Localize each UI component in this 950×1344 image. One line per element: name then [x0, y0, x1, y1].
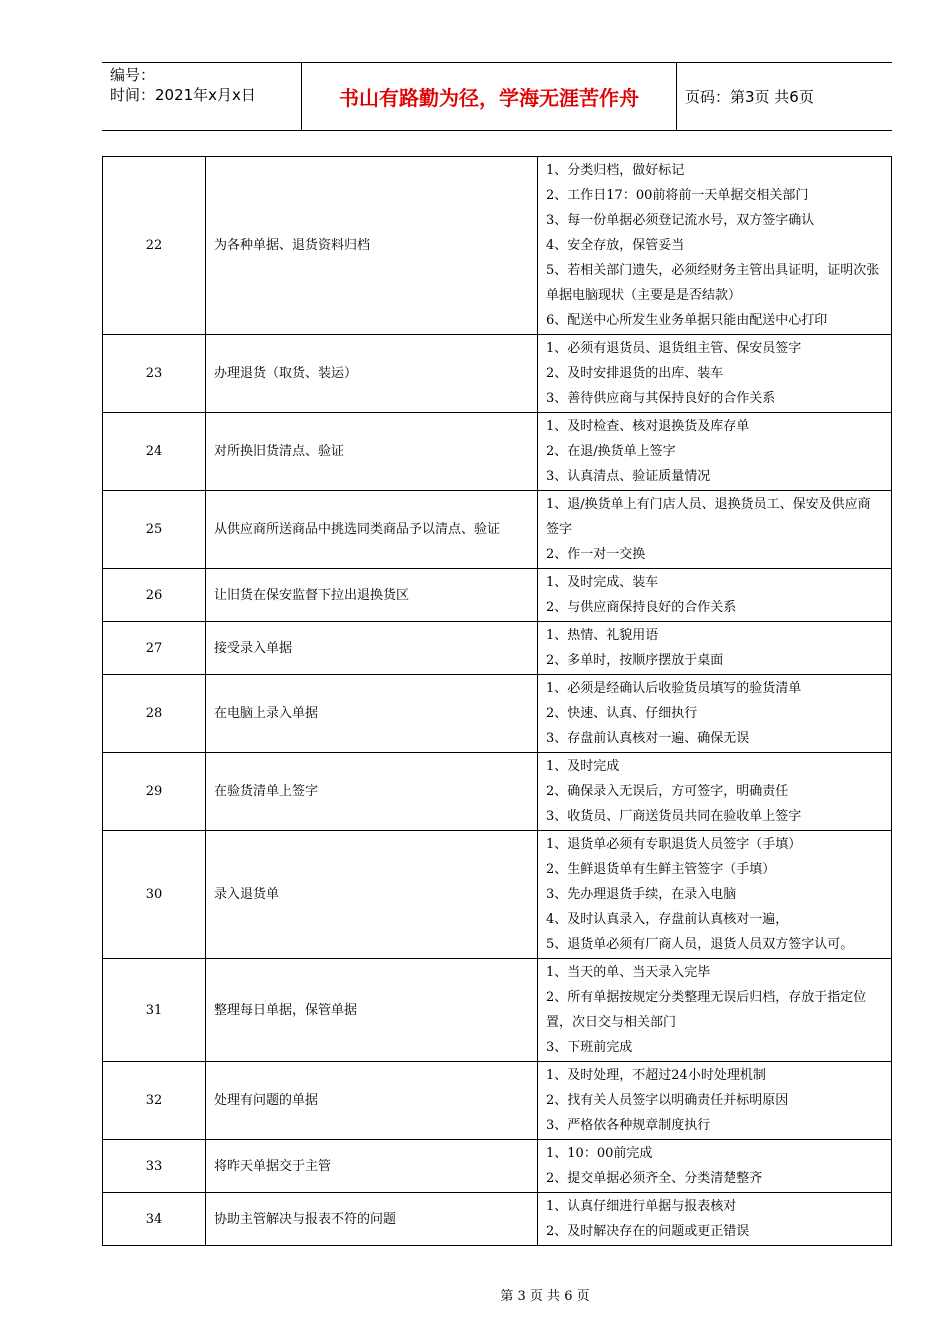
row-task: 让旧货在保安监督下拉出退换货区: [206, 569, 538, 622]
row-task: 对所换旧货清点、验证: [206, 413, 538, 491]
requirement-item: 5、若相关部门遗失，必须经财务主管出具证明，证明次张单据电脑现状（主要是是否结款）: [546, 263, 880, 303]
row-number: 24: [103, 413, 206, 491]
requirement-item: 1、必须有退货员、退货组主管、保安员签字: [546, 341, 802, 356]
row-requirements: [538, 1193, 892, 1246]
requirement-item: 2、生鲜退货单有生鲜主管签字（手填）: [546, 862, 776, 877]
requirement-item: 1、必须是经确认后收验货员填写的验货清单: [546, 681, 802, 696]
row-number: 30: [103, 831, 206, 959]
requirement-item: 3、先办理退货手续，在录入电脑: [546, 887, 737, 902]
requirement-item: 6、配送中心所发生业务单据只能由配送中心打印: [546, 313, 828, 328]
requirement-item: 5、退货单必须有厂商人员，退货人员双方签字认可。: [546, 937, 854, 952]
row-task: 在验货清单上签字: [206, 753, 538, 831]
row-number: 33: [103, 1140, 206, 1193]
header-motto: 书山有路勤为径，学海无涯苦作舟: [302, 63, 677, 130]
requirement-item: 2、确保录入无误后，方可签字，明确责任: [546, 784, 789, 799]
row-number: 27: [103, 622, 206, 675]
row-task: 整理每日单据，保管单据: [206, 959, 538, 1062]
requirement-item: 2、提交单据必须齐全、分类清楚整齐: [546, 1171, 763, 1186]
row-task: 协助主管解决与报表不符的问题: [206, 1193, 538, 1246]
requirement-item: 3、存盘前认真核对一遍、确保无误: [546, 731, 750, 746]
table-row: [103, 569, 892, 622]
row-number: 34: [103, 1193, 206, 1246]
requirement-item: 2、找有关人员签字以明确责任并标明原因: [546, 1093, 789, 1108]
row-number: 29: [103, 753, 206, 831]
requirement-item: 2、在退/换货单上签字: [546, 444, 676, 459]
requirement-item: 1、认真仔细进行单据与报表核对: [546, 1199, 737, 1214]
requirement-item: 2、所有单据按规定分类整理无误后归档，存放于指定位置，次日交与相关部门: [546, 990, 867, 1030]
requirement-item: 1、热情、礼貌用语: [546, 628, 659, 643]
row-number: 26: [103, 569, 206, 622]
row-number: 22: [103, 157, 206, 335]
requirement-item: 1、分类归档，做好标记: [546, 163, 685, 178]
row-requirements: [538, 569, 892, 622]
table-row: [103, 1140, 892, 1193]
table-row: [103, 491, 892, 569]
requirement-item: 3、下班前完成: [546, 1040, 633, 1055]
row-requirements: [538, 675, 892, 753]
requirement-item: 3、善待供应商与其保持良好的合作关系: [546, 391, 776, 406]
row-requirements: [538, 1140, 892, 1193]
table-row: [103, 157, 892, 335]
header-meta: [102, 63, 302, 130]
row-requirements: [538, 491, 892, 569]
table-row: [103, 622, 892, 675]
row-task: 在电脑上录入单据: [206, 675, 538, 753]
row-requirements: [538, 753, 892, 831]
requirement-item: 1、及时处理，不超过24小时处理机制: [546, 1068, 766, 1083]
table-row: [103, 831, 892, 959]
requirement-item: 1、10：00前完成: [546, 1146, 653, 1161]
table-row: [103, 1193, 892, 1246]
document-number-label: 编号：: [110, 66, 156, 84]
requirement-item: 1、及时检查、核对退换货及库存单: [546, 419, 750, 434]
row-task: 处理有问题的单据: [206, 1062, 538, 1140]
requirement-item: 2、快速、认真、仔细执行: [546, 706, 698, 721]
requirement-item: 1、及时完成、装车: [546, 575, 659, 590]
procedure-table-body: [103, 157, 892, 1246]
row-requirements: [538, 622, 892, 675]
requirement-item: 2、及时安排退货的出库、装车: [546, 366, 724, 381]
requirement-item: 2、与供应商保持良好的合作关系: [546, 600, 737, 615]
row-task: 将昨天单据交于主管: [206, 1140, 538, 1193]
row-task: 接受录入单据: [206, 622, 538, 675]
row-requirements: [538, 1062, 892, 1140]
row-number: 31: [103, 959, 206, 1062]
row-number: 23: [103, 335, 206, 413]
requirement-item: 1、退货单必须有专职退货人员签字（手填）: [546, 837, 802, 852]
table-row: [103, 1062, 892, 1140]
row-task: 为各种单据、退货资料归档: [206, 157, 538, 335]
requirement-item: 3、严格依各种规章制度执行: [546, 1118, 711, 1133]
document-date: 时间：2021年x月x日: [110, 86, 256, 104]
row-requirements: [538, 831, 892, 959]
requirement-item: 2、作一对一交换: [546, 547, 646, 562]
requirement-item: 4、安全存放，保管妥当: [546, 238, 685, 253]
table-row: [103, 959, 892, 1062]
requirement-item: 3、每一份单据必须登记流水号，双方签字确认: [546, 213, 815, 228]
requirement-item: 2、工作日17：00前将前一天单据交相关部门: [546, 188, 809, 203]
page-header: [102, 62, 892, 131]
requirement-item: 1、及时完成: [546, 759, 620, 774]
row-number: 28: [103, 675, 206, 753]
row-number: 25: [103, 491, 206, 569]
row-requirements: [538, 157, 892, 335]
row-number: 32: [103, 1062, 206, 1140]
table-row: [103, 753, 892, 831]
requirement-item: 4、及时认真录入，存盘前认真核对一遍，: [546, 912, 789, 927]
requirement-item: 1、退/换货单上有门店人员、退换货员工、保安及供应商签字: [546, 497, 871, 537]
table-row: [103, 413, 892, 491]
row-requirements: [538, 413, 892, 491]
requirement-item: 2、多单时，按顺序摆放于桌面: [546, 653, 724, 668]
requirement-item: 2、及时解决存在的问题或更正错误: [546, 1224, 750, 1239]
procedure-table: [102, 156, 892, 1246]
requirement-item: 1、当天的单、当天录入完毕: [546, 965, 711, 980]
header-page-info: 页码：第3页 共6页: [685, 88, 814, 106]
table-row: [103, 335, 892, 413]
requirement-item: 3、认真清点、验证质量情况: [546, 469, 711, 484]
requirement-item: 3、收货员、厂商送货员共同在验收单上签字: [546, 809, 802, 824]
row-task: 录入退货单: [206, 831, 538, 959]
page-footer: 第 3 页 共 6 页: [500, 1289, 590, 1304]
row-task: 从供应商所送商品中挑选同类商品予以清点、验证: [206, 491, 538, 569]
row-task: 办理退货（取货、装运）: [206, 335, 538, 413]
row-requirements: [538, 335, 892, 413]
row-requirements: [538, 959, 892, 1062]
table-row: [103, 675, 892, 753]
